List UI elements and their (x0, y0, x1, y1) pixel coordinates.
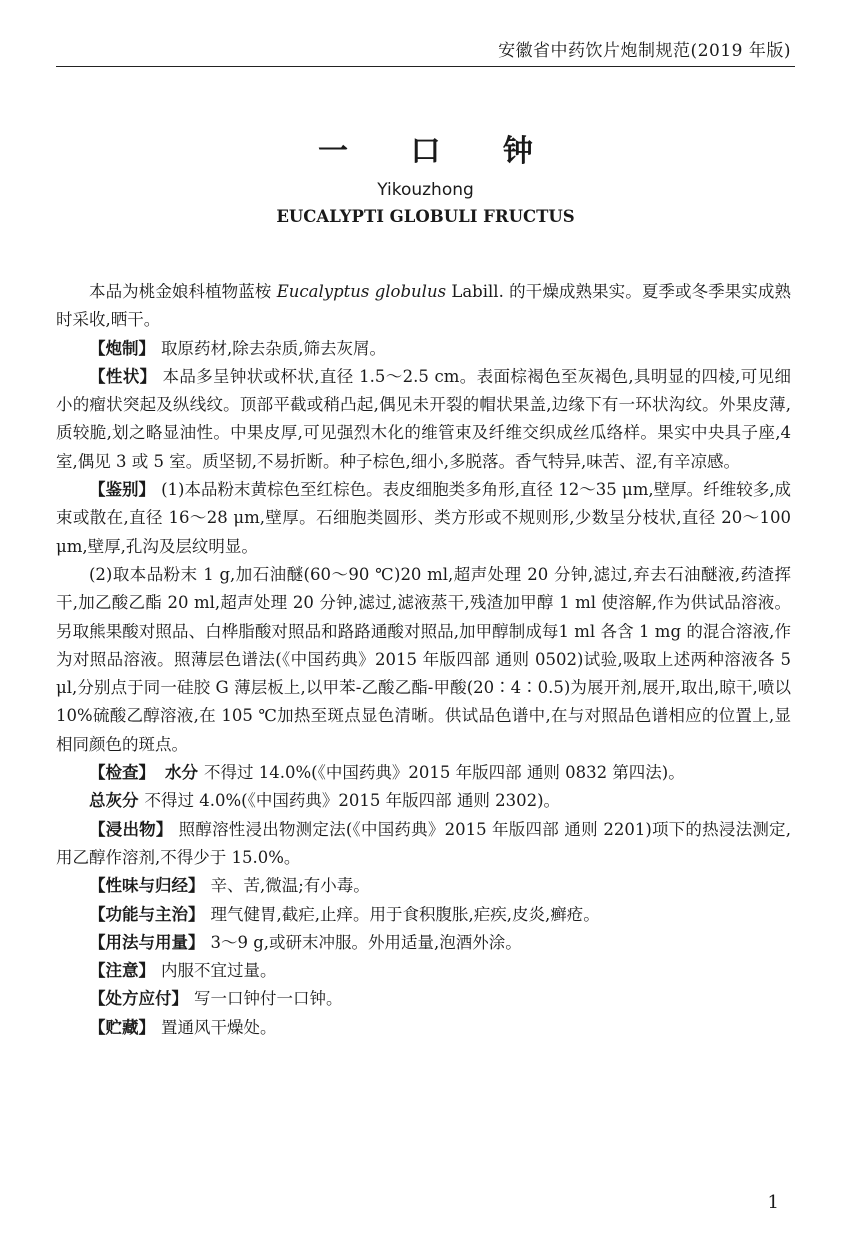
section-yongfa (56, 929, 791, 957)
species-name: Eucalyptus globulus (276, 282, 447, 301)
section-paozhi (56, 335, 791, 363)
section-chufang (56, 985, 791, 1013)
section-gongneng (56, 901, 791, 929)
section-text: 不得过 4.0%(《中国药典》2015 年版四部 通则 2302)。 (144, 791, 561, 811)
intro-text: 本品为桃金娘科植物蓝桉 (89, 282, 277, 301)
section-jinchuwu (56, 816, 791, 873)
section-text: 辛、苦,微温;有小毒。 (210, 876, 370, 896)
section-text: 取原药材,除去杂质,筛去灰屑。 (161, 338, 386, 358)
section-label: 【贮藏】 (89, 1017, 155, 1037)
section-jiancha (56, 759, 791, 787)
intro-paragraph (56, 278, 791, 335)
section-label: 【检查】 (89, 763, 155, 783)
subsection-label: 水分 (165, 763, 198, 783)
section-xingwei (56, 872, 791, 900)
section-label: 【注意】 (89, 961, 155, 981)
section-text: 3～9 g,或研末冲服。外用适量,泡酒外涂。 (210, 932, 522, 952)
section-label: 【性状】 (89, 366, 157, 386)
section-jianbie (56, 476, 791, 561)
page-number: 1 (767, 1192, 779, 1213)
section-text: (2)取本品粉末 1 g,加石油醚(60～90 ℃)20 ml,超声处理 20 分钟,滤过,弃去石油醚液,药渣挥干,加乙酸乙酯 20 ml,超声处理 20 分钟,滤过,滤液蒸干,残渣加甲醇 1 ml 使溶解,作为供试品溶液。另取熊果酸对照品、白桦脂酸对照品和路路通酸对照品,加甲醇制成每1 ml 各含 1 mg 的混合溶液,作为对照品溶液。照薄层色谱法(《中国药典》2015 年版四部 通则 0502)试验,吸取上述两种溶液各 5 μl,分别点于同一硅胶 G 薄层板上,以甲苯-乙酸乙酯-甲酸(20∶4∶0.5)为展开剂,展开,取出,晾干,喷以 10%硫酸乙醇溶液,在 105 ℃加热至斑点显色清晰。供试品色谱中,在与对照品色谱相应的位置上,显相同颜色的斑点。 (56, 564, 791, 754)
section-text: 照醇溶性浸出物测定法(《中国药典》2015 年版四部 通则 2201)项下的热浸法测定,用乙醇作溶剂,不得少于 15.0%。 (56, 819, 792, 867)
latin-name: EUCALYPTI GLOBULI FRUCTUS (276, 207, 575, 226)
section-text: 本品多呈钟状或杯状,直径 1.5～2.5 cm。表面棕褐色至灰褐色,具明显的四棱,可见细小的瘤状突起及纵线纹。顶部平截或稍凸起,偶见未开裂的帽状果盖,边缘下有一环状沟纹。外果皮薄,质较脆,划之略显油性。中果皮厚,可见强烈木化的维管束及纤维交织成丝瓜络样。果实中央具子座,4 室,偶见 3 或 5 室。质坚韧,不易折断。种子棕色,细小,多脱落。香气特异,味苦、涩,有辛凉感。 (56, 366, 792, 471)
section-label: 【处方应付】 (89, 989, 188, 1009)
section-label: 【鉴别】 (89, 480, 156, 500)
subsection-label: 总灰分 (89, 791, 139, 811)
section-label: 【性味与归经】 (89, 876, 205, 896)
page-title: 一 口 钟 (318, 134, 559, 169)
section-xingzhuang (56, 363, 791, 476)
running-header: 安徽省中药饮片炮制规范(2019 年版) (498, 41, 791, 61)
section-label: 【功能与主治】 (89, 904, 205, 924)
section-text: 内服不宜过量。 (161, 961, 277, 981)
section-label: 【浸出物】 (89, 819, 173, 839)
section-text: 置通风干燥处。 (161, 1017, 277, 1037)
monograph-body (56, 278, 791, 1042)
section-jianbie-2 (56, 561, 791, 759)
section-jiancha-ash (56, 787, 791, 815)
section-text: 写一口钟付一口钟。 (194, 989, 343, 1009)
section-text: 不得过 14.0%(《中国药典》2015 年版四部 通则 0832 第四法)。 (204, 763, 685, 783)
section-label: 【炮制】 (89, 338, 155, 358)
section-text: 理气健胃,截疟,止痒。用于食积腹胀,疟疾,皮炎,癣疮。 (210, 904, 600, 924)
section-zhuyi (56, 957, 791, 985)
header-rule (56, 66, 795, 67)
intro-text-after: Labill. 的干燥成熟果实。夏季或冬季果实成熟时采收,晒干。 (56, 282, 791, 330)
section-text: (1)本品粉末黄棕色至红棕色。表皮细胞类多角形,直径 12～35 μm,壁厚。纤维较多,成束或散在,直径 16～28 μm,壁厚。石细胞类圆形、类方形或不规则形,少数呈分枝状,直径 20～100 μm,壁厚,孔沟及层纹明显。 (56, 480, 791, 556)
section-label: 【用法与用量】 (89, 932, 205, 952)
pinyin-name: Yikouzhong (377, 180, 474, 200)
section-zhucang (56, 1014, 791, 1042)
